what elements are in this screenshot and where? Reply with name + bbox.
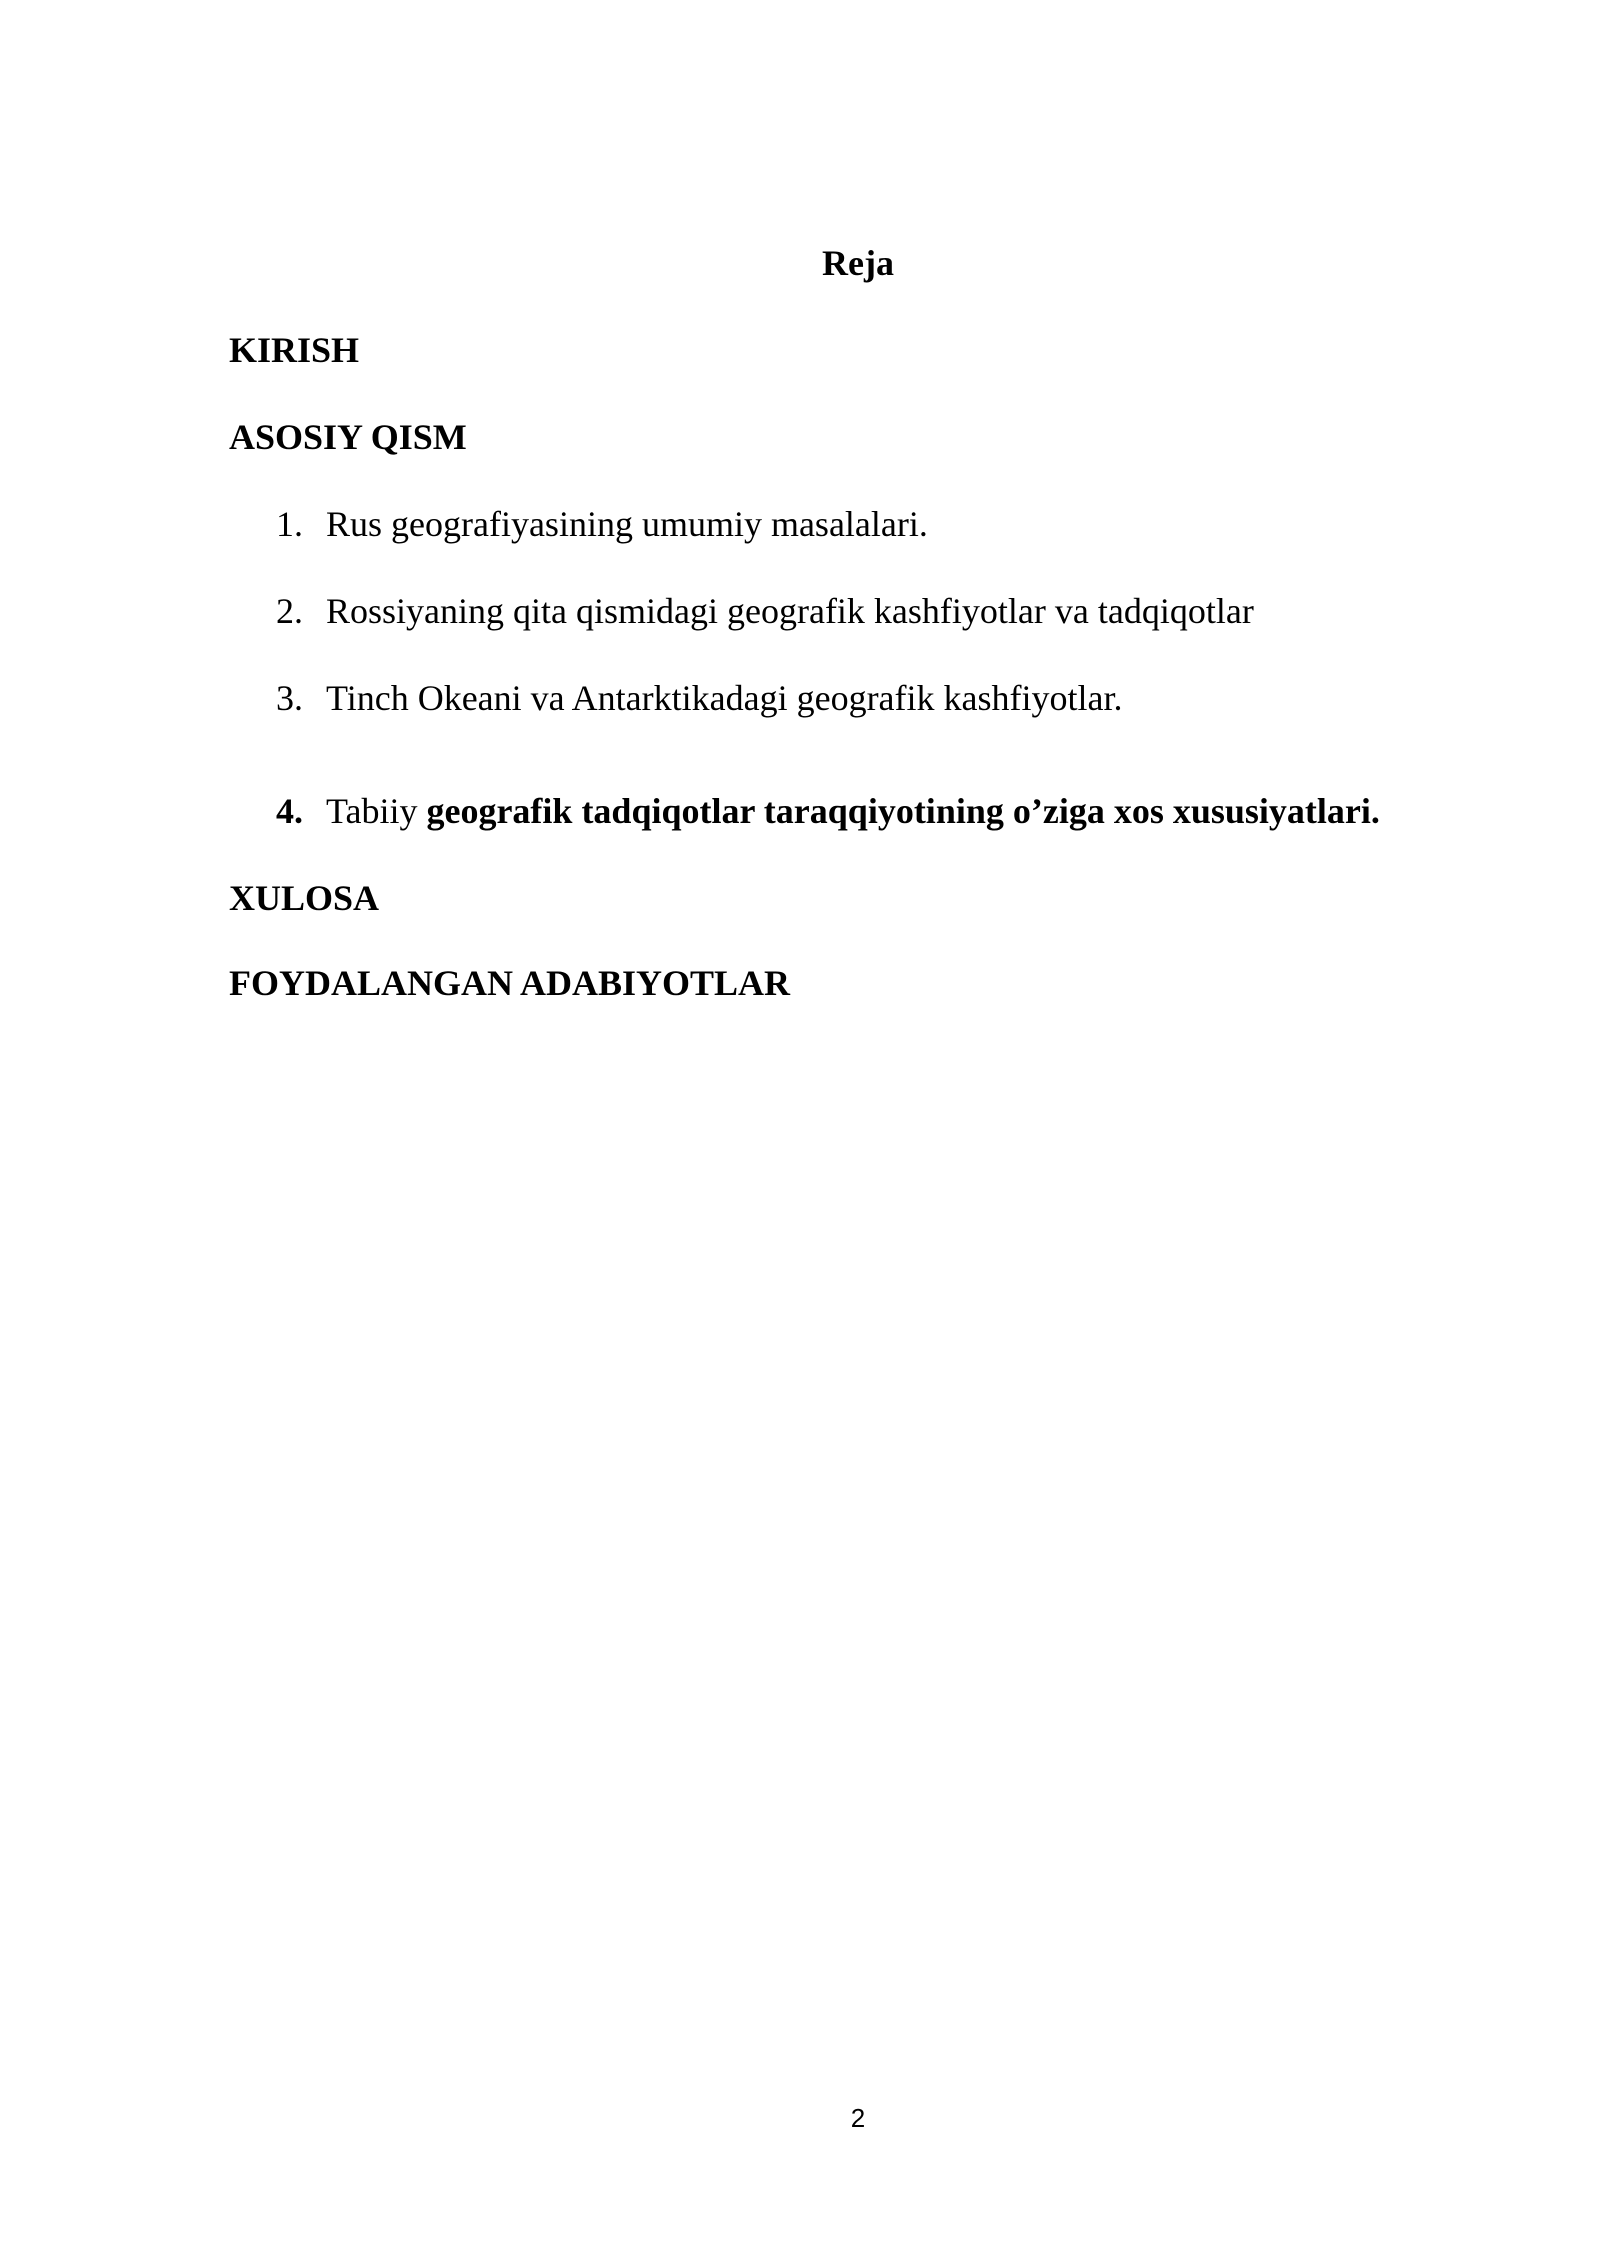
plan-item-text-regular: Tabiiy: [326, 791, 427, 831]
page-number: 2: [850, 2103, 866, 2133]
plan-item-3: [276, 673, 1122, 723]
plan-item-number: 4.: [276, 791, 303, 831]
section-heading-main: ASOSIY QISM: [229, 417, 467, 457]
plan-item-text: Rossiyaning qita qismidagi geografik kashfiyotlar va tadqiqotlar: [326, 591, 1254, 631]
plan-item-number: 2.: [276, 591, 303, 631]
page-title: Reja: [822, 243, 894, 283]
plan-item-text: Tinch Okeani va Antarktikadagi geografik kashfiyotlar.: [326, 678, 1123, 718]
section-heading-intro: KIRISH: [229, 330, 360, 370]
plan-item-4: [276, 786, 1380, 836]
plan-item-2: [276, 586, 1254, 636]
plan-item-1: [276, 499, 928, 549]
section-heading-references: FOYDALANGAN ADABIYOTLAR: [229, 963, 791, 1003]
section-heading-conclusion: XULOSA: [229, 878, 380, 918]
plan-item-text: Rus geografiyasining umumiy masalalari.: [326, 504, 928, 544]
plan-item-text-bold: geografik tadqiqotlar taraqqiyotining o’ziga xos xususiyatlari.: [426, 791, 1380, 831]
plan-item-number: 1.: [276, 504, 303, 544]
plan-item-number: 3.: [276, 678, 303, 718]
